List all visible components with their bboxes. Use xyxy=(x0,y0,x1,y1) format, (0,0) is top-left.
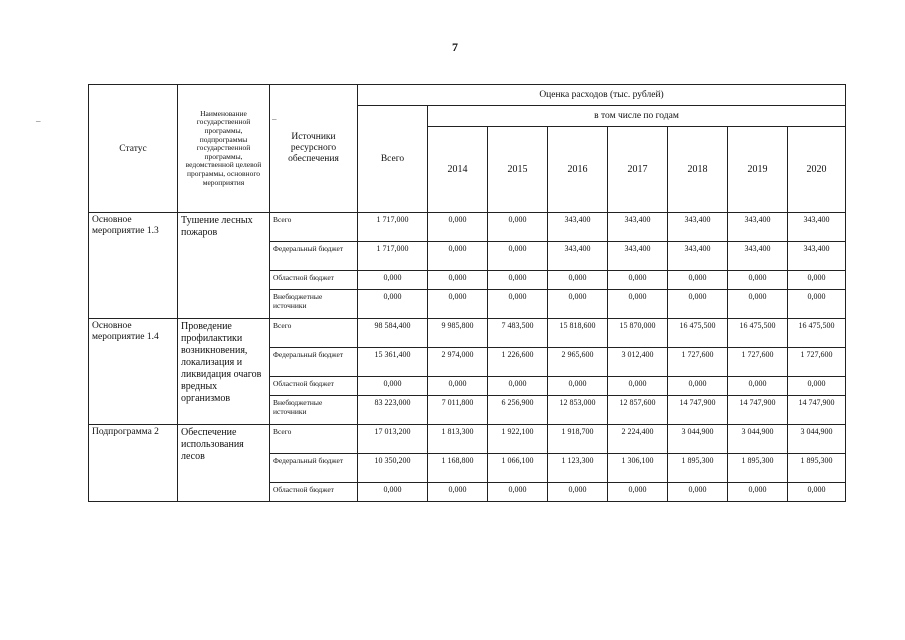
year-value-cell: 1 895,300 xyxy=(668,454,728,483)
header-total: Всего xyxy=(358,106,428,213)
year-value-cell: 2 974,000 xyxy=(428,348,488,377)
year-value-cell: 1 895,300 xyxy=(728,454,788,483)
table-body xyxy=(89,213,846,502)
year-value-cell: 1 168,800 xyxy=(428,454,488,483)
year-value-cell: 1 918,700 xyxy=(548,425,608,454)
year-value-cell: 15 870,000 xyxy=(608,319,668,348)
total-value-cell: 0,000 xyxy=(358,377,428,396)
total-value-cell: 0,000 xyxy=(358,483,428,502)
year-value-cell: 0,000 xyxy=(428,377,488,396)
year-value-cell: 3 044,900 xyxy=(668,425,728,454)
year-value-cell: 0,000 xyxy=(668,271,728,290)
total-value-cell: 98 584,400 xyxy=(358,319,428,348)
year-value-cell: 0,000 xyxy=(548,483,608,502)
total-value-cell: 83 223,000 xyxy=(358,396,428,425)
year-value-cell: 1 066,100 xyxy=(488,454,548,483)
table-row xyxy=(89,319,846,348)
total-value-cell: 1 717,000 xyxy=(358,242,428,271)
year-value-cell: 343,400 xyxy=(788,242,846,271)
year-value-cell: 0,000 xyxy=(548,377,608,396)
year-value-cell: 0,000 xyxy=(668,483,728,502)
status-cell: Основное мероприятие 1.4 xyxy=(89,319,178,425)
funding-source-cell: Областной бюджет xyxy=(270,377,358,396)
funding-source-cell: Областной бюджет xyxy=(270,483,358,502)
year-value-cell: 343,400 xyxy=(608,213,668,242)
year-value-cell: 7 011,800 xyxy=(428,396,488,425)
total-value-cell: 10 350,200 xyxy=(358,454,428,483)
year-value-cell: 0,000 xyxy=(728,271,788,290)
year-value-cell: 1 727,600 xyxy=(788,348,846,377)
scan-speck: – xyxy=(36,116,41,126)
header-year: 2016 xyxy=(548,127,608,213)
funding-source-cell: Федеральный бюджет xyxy=(270,348,358,377)
header-year: 2014 xyxy=(428,127,488,213)
year-value-cell: 1 727,600 xyxy=(668,348,728,377)
year-value-cell: 0,000 xyxy=(428,271,488,290)
header-year: 2018 xyxy=(668,127,728,213)
funding-source-cell: Всего xyxy=(270,213,358,242)
year-value-cell: 15 818,600 xyxy=(548,319,608,348)
year-value-cell: 0,000 xyxy=(788,271,846,290)
header-status: Статус xyxy=(89,85,178,213)
program-name-cell: Тушение лесных пожаров xyxy=(178,213,270,319)
year-value-cell: 0,000 xyxy=(488,483,548,502)
year-value-cell: 16 475,500 xyxy=(728,319,788,348)
funding-source-cell: Областной бюджет xyxy=(270,271,358,290)
year-value-cell: 1 306,100 xyxy=(608,454,668,483)
year-value-cell: 0,000 xyxy=(728,377,788,396)
year-value-cell: 0,000 xyxy=(608,290,668,319)
year-value-cell: 0,000 xyxy=(428,242,488,271)
year-value-cell: 6 256,900 xyxy=(488,396,548,425)
year-value-cell: 14 747,900 xyxy=(668,396,728,425)
year-value-cell: 343,400 xyxy=(668,213,728,242)
year-value-cell: 3 012,400 xyxy=(608,348,668,377)
year-value-cell: 16 475,500 xyxy=(788,319,846,348)
total-value-cell: 1 717,000 xyxy=(358,213,428,242)
year-value-cell: 1 226,600 xyxy=(488,348,548,377)
total-value-cell: 15 361,400 xyxy=(358,348,428,377)
year-value-cell: 14 747,900 xyxy=(728,396,788,425)
funding-source-cell: Федеральный бюджет xyxy=(270,454,358,483)
year-value-cell: 343,400 xyxy=(668,242,728,271)
year-value-cell: 2 965,600 xyxy=(548,348,608,377)
year-value-cell: 0,000 xyxy=(608,271,668,290)
total-value-cell: 17 013,200 xyxy=(358,425,428,454)
year-value-cell: 9 985,800 xyxy=(428,319,488,348)
year-value-cell: 0,000 xyxy=(488,290,548,319)
year-value-cell: 3 044,900 xyxy=(728,425,788,454)
year-value-cell: 0,000 xyxy=(488,271,548,290)
year-value-cell: 0,000 xyxy=(728,483,788,502)
header-year: 2019 xyxy=(728,127,788,213)
year-value-cell: 1 895,300 xyxy=(788,454,846,483)
year-value-cell: 0,000 xyxy=(428,483,488,502)
year-value-cell: 0,000 xyxy=(488,213,548,242)
header-year: 2020 xyxy=(788,127,846,213)
year-value-cell: 343,400 xyxy=(548,242,608,271)
year-value-cell: 0,000 xyxy=(428,290,488,319)
year-value-cell: 343,400 xyxy=(548,213,608,242)
year-value-cell: 343,400 xyxy=(788,213,846,242)
year-value-cell: 16 475,500 xyxy=(668,319,728,348)
program-name-cell: Проведение профилактики возникновения, локализация и ликвидация очагов вредных организмов xyxy=(178,319,270,425)
year-value-cell: 0,000 xyxy=(668,290,728,319)
budget-table xyxy=(88,84,846,502)
total-value-cell: 0,000 xyxy=(358,290,428,319)
year-value-cell: 343,400 xyxy=(608,242,668,271)
total-value-cell: 0,000 xyxy=(358,271,428,290)
year-value-cell: 343,400 xyxy=(728,242,788,271)
header-year: 2015 xyxy=(488,127,548,213)
year-value-cell: 0,000 xyxy=(608,377,668,396)
funding-source-cell: Внебюджетные источники xyxy=(270,396,358,425)
funding-source-cell: Всего xyxy=(270,319,358,348)
header-by-years: в том числе по годам xyxy=(428,106,846,127)
year-value-cell: 0,000 xyxy=(548,271,608,290)
year-value-cell: 12 853,000 xyxy=(548,396,608,425)
year-value-cell: 0,000 xyxy=(788,483,846,502)
year-value-cell: 0,000 xyxy=(728,290,788,319)
header-funding-source: Источники ресурсного обеспечения xyxy=(270,85,358,213)
year-value-cell: 14 747,900 xyxy=(788,396,846,425)
year-value-cell: 3 044,900 xyxy=(788,425,846,454)
funding-source-cell: Федеральный бюджет xyxy=(270,242,358,271)
status-cell: Подпрограмма 2 xyxy=(89,425,178,502)
funding-source-cell: Всего xyxy=(270,425,358,454)
year-value-cell: 1 727,600 xyxy=(728,348,788,377)
scan-speck: – xyxy=(272,114,277,124)
year-value-cell: 343,400 xyxy=(728,213,788,242)
year-value-cell: 1 813,300 xyxy=(428,425,488,454)
header-year: 2017 xyxy=(608,127,668,213)
page-number: 7 xyxy=(452,40,458,54)
year-value-cell: 1 922,100 xyxy=(488,425,548,454)
table-row xyxy=(89,213,846,242)
status-cell: Основное мероприятие 1.3 xyxy=(89,213,178,319)
year-value-cell: 0,000 xyxy=(428,213,488,242)
year-value-cell: 0,000 xyxy=(488,242,548,271)
year-value-cell: 2 224,400 xyxy=(608,425,668,454)
funding-source-cell: Внебюджетные источники xyxy=(270,290,358,319)
year-value-cell: 0,000 xyxy=(608,483,668,502)
program-name-cell: Обеспечение использования лесов xyxy=(178,425,270,502)
year-value-cell: 1 123,300 xyxy=(548,454,608,483)
year-value-cell: 0,000 xyxy=(788,377,846,396)
year-value-cell: 0,000 xyxy=(548,290,608,319)
header-program-name: Наименование государственной программы, подпрограммы государственной программы, ведомственной целевой программы, основного мероприятия xyxy=(178,85,270,213)
year-value-cell: 7 483,500 xyxy=(488,319,548,348)
year-value-cell: 12 857,600 xyxy=(608,396,668,425)
header-cost-estimate: Оценка расходов (тыс. рублей) xyxy=(358,85,846,106)
table-row xyxy=(89,425,846,454)
year-value-cell: 0,000 xyxy=(788,290,846,319)
year-value-cell: 0,000 xyxy=(668,377,728,396)
year-value-cell: 0,000 xyxy=(488,377,548,396)
